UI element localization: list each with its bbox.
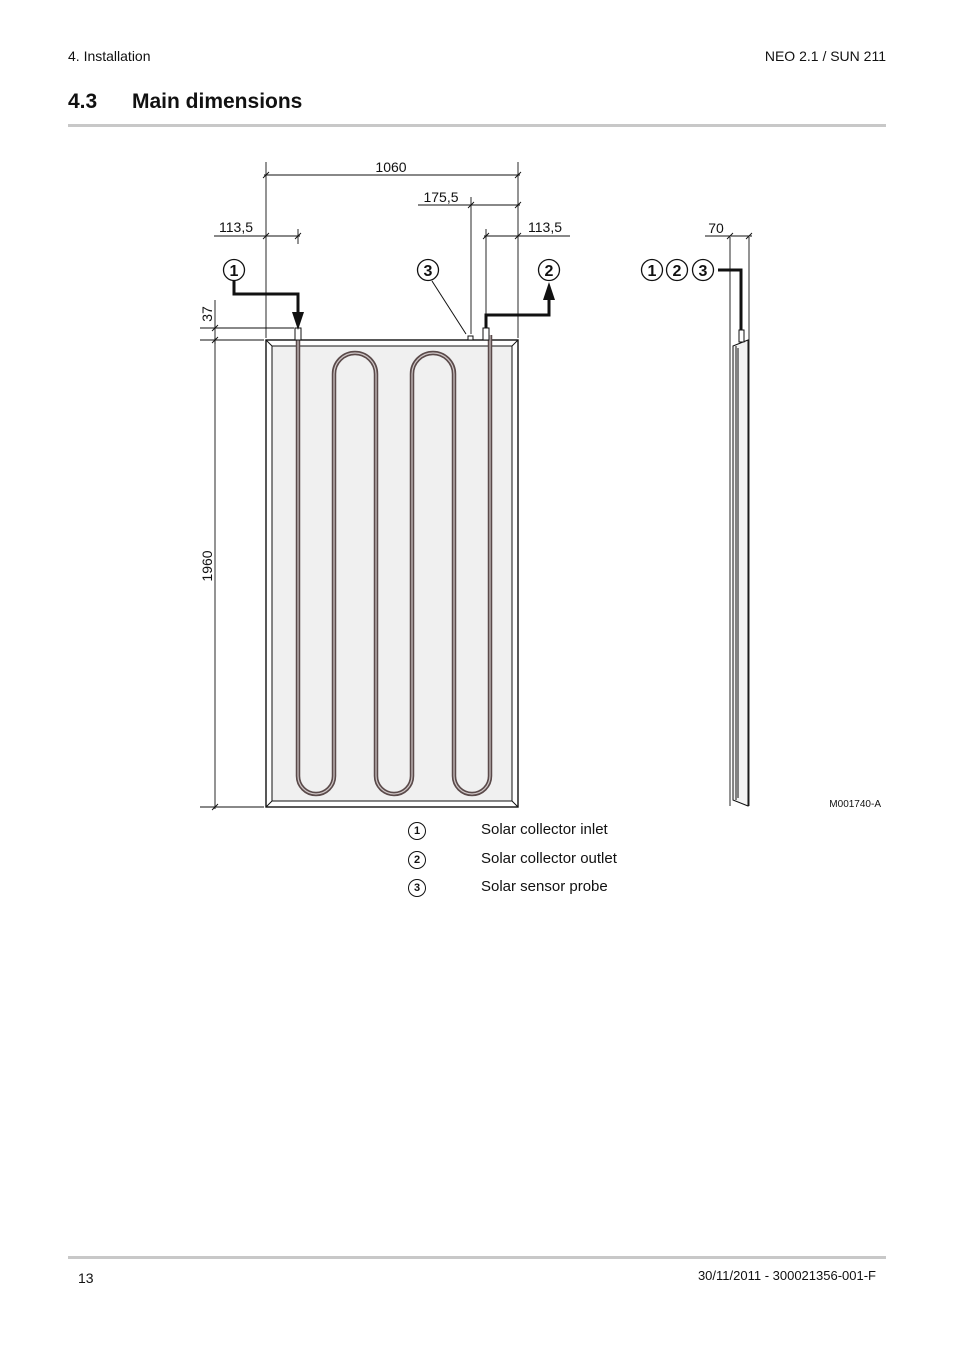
dimension-width-label: 1060	[375, 159, 407, 175]
legend-label: Solar collector outlet	[481, 849, 617, 867]
inlet-arrow-icon	[292, 312, 304, 330]
svg-text:1: 1	[647, 263, 657, 280]
svg-text:2: 2	[672, 263, 682, 280]
side-view	[642, 220, 753, 806]
side-profile	[733, 340, 748, 806]
side-marker-sensor	[693, 260, 714, 281]
outlet-arrow-icon	[543, 282, 555, 300]
side-marker-inlet	[642, 260, 663, 281]
dimension-height-label: 1960	[199, 550, 215, 582]
legend-number: 1	[408, 822, 426, 840]
svg-text:2: 2	[544, 263, 554, 280]
collector-glazing	[272, 346, 512, 801]
svg-text:3: 3	[423, 263, 433, 280]
marker-outlet	[539, 260, 560, 281]
dimension-sensor-offset-label: 175,5	[423, 189, 459, 205]
header-product: NEO 2.1 / SUN 211	[764, 48, 886, 64]
side-marker-outlet	[667, 260, 688, 281]
document-reference: 30/11/2011 - 300021356-001-F	[697, 1268, 876, 1283]
page-number: 13	[78, 1270, 94, 1286]
marker-sensor	[418, 260, 439, 281]
sensor-stub	[468, 336, 473, 340]
marker-inlet	[224, 260, 245, 281]
dimension-width	[263, 162, 521, 338]
outlet-stub	[483, 328, 489, 340]
dimension-connection-height-label: 37	[199, 306, 215, 322]
legend-label: Solar sensor probe	[481, 878, 608, 895]
section-number: 4.3	[68, 90, 98, 113]
svg-text:3: 3	[698, 263, 708, 280]
dimension-right-offset-label: 113,5	[528, 219, 562, 235]
dimension-depth-label: 70	[708, 220, 724, 236]
front-view	[199, 159, 570, 810]
legend-number: 3	[408, 879, 426, 897]
legend-label: Solar collector inlet	[481, 821, 608, 838]
dimension-left-offset-label: 113,5	[219, 219, 253, 235]
footer-divider	[68, 1256, 886, 1259]
header-section: 4. Installation	[68, 48, 151, 64]
legend-number: 2	[408, 851, 426, 869]
svg-text:1: 1	[229, 263, 239, 280]
section-title: Main dimensions	[132, 90, 303, 113]
drawing-code: M001740-A	[829, 799, 881, 810]
